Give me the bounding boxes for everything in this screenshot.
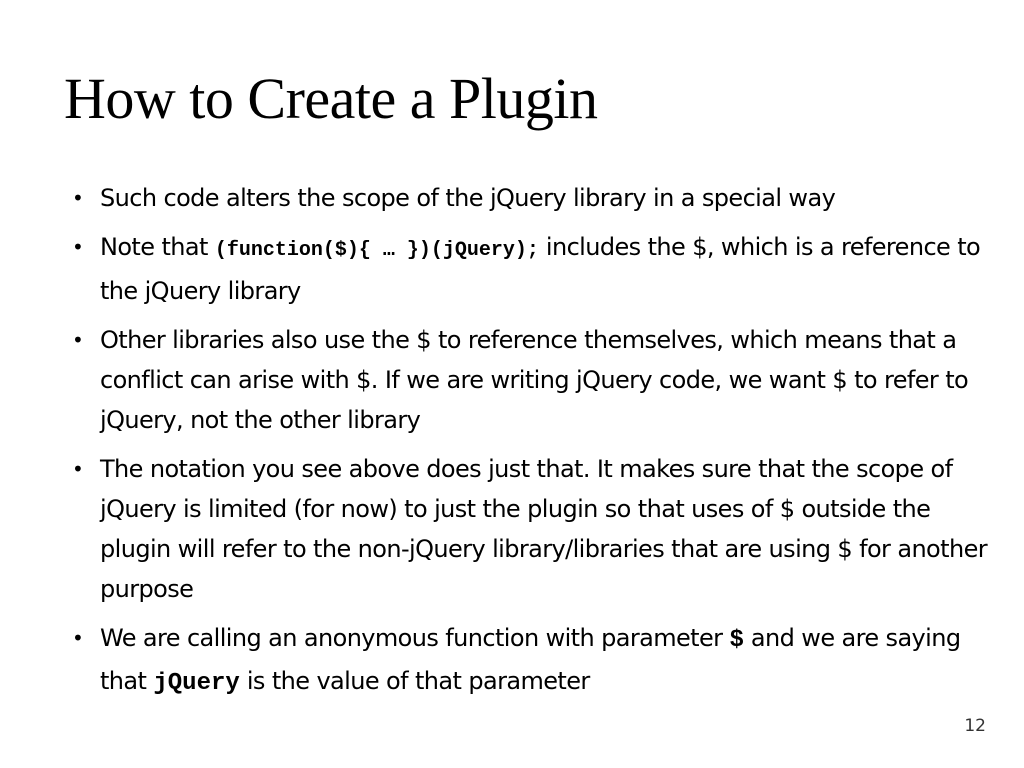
bullet-marker: • — [72, 328, 84, 352]
bullet-text-part: Note that — [100, 233, 215, 261]
bullet-marker: • — [72, 457, 84, 481]
bullet-text: Other libraries also use the $ to reference themselves, which means that a conflict can arise with $. If we are writing jQuery code, we want $ to refer to jQuery, not the other library — [100, 326, 969, 434]
bullet-item — [72, 449, 992, 609]
bullet-text — [100, 618, 992, 704]
bullet-marker: • — [72, 235, 84, 259]
page-number: 12 — [964, 716, 986, 736]
slide-title: How to Create a Plugin — [64, 66, 598, 131]
inline-code: (function($){ … })(jQuery); — [214, 239, 539, 262]
bullet-item — [72, 178, 992, 218]
bullet-text — [100, 227, 992, 311]
inline-code: jQuery — [153, 670, 240, 697]
bullet-text: Such code alters the scope of the jQuery library in a special way — [100, 184, 836, 212]
bullet-text-part: and we are saying that — [100, 624, 961, 695]
bullet-text-part: includes the $, which is a reference to the jQuery library — [100, 233, 981, 305]
bullet-text: The notation you see above does just that. It makes sure that the scope of jQuery is limited (for now) to just the plugin so that uses of $ outside the plugin will refer to the non-jQuery library/libraries that are using $ for another purpose — [100, 455, 987, 603]
bullet-item — [72, 320, 992, 440]
bullet-text-part: We are calling an anonymous function with parameter — [100, 624, 730, 652]
bullet-item — [72, 618, 992, 704]
bullet-text-part: is the value of that parameter — [239, 667, 590, 695]
inline-code: $ — [729, 627, 744, 654]
bullet-item — [72, 227, 992, 311]
bullet-marker: • — [72, 626, 84, 650]
bullet-list — [72, 178, 992, 713]
bullet-marker: • — [72, 186, 84, 210]
